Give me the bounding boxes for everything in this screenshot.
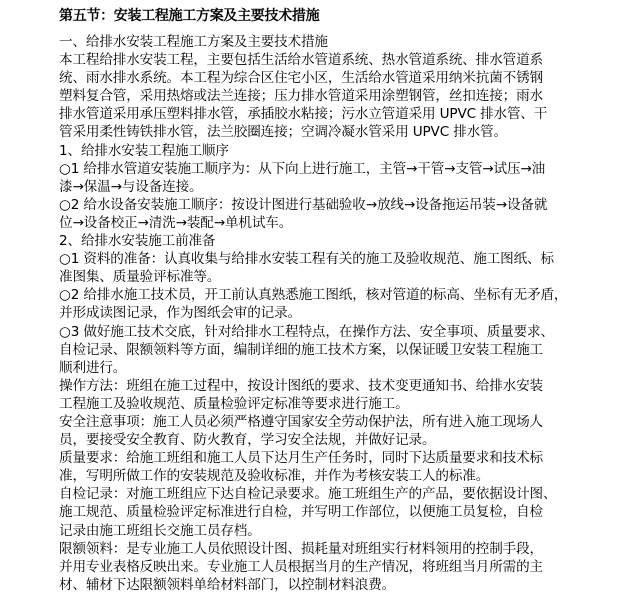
- list-item-line: 自检记录、限额领料等方面，编制详细的施工技术方案，以保证暖卫安装工程施工: [59, 341, 543, 358]
- paragraph-line: 材、辅材下达限额领料单给材料部门，以控制材料浪费。: [59, 576, 396, 593]
- document-body: [59, 6, 568, 594]
- paragraph-line: 本工程给排水安装工程，主要包括生活给水管道系统、热水管道系统、排水管道系: [59, 52, 543, 69]
- paragraph-line: 工程施工及验收规范、质量检验评定标准等要求进行施工。: [59, 395, 409, 412]
- paragraph-self-inspection: 自检记录：对施工班组应下达自检记录要求。施工班组生产的产品，要依据设计图、: [59, 486, 557, 503]
- paragraph-line: 管采用柔性铸铁排水管，法兰胶圈连接；空调冷凝水管采用 UPVC 排水管。: [59, 124, 507, 141]
- document-text: [59, 33, 568, 594]
- list-item-line: 顺利进行。: [59, 359, 127, 376]
- list-item-line: 漆→保温→与设备连接。: [59, 178, 203, 195]
- heading-water-supply-drainage: 一、给排水安装工程施工方案及主要技术措施: [59, 34, 328, 50]
- list-item-line: 位→设备校正→清洗→装配→单机试车。: [59, 214, 293, 231]
- paragraph-quality-requirements: 质量要求：给施工班组和施工人员下达月生产任务时，同时下达质量要求和技术标: [59, 450, 543, 467]
- section-title: 第五节：安装工程施工方案及主要技术措施: [59, 8, 320, 24]
- list-item-line: 准图集、质量验评标准等。: [59, 269, 221, 286]
- paragraph-line: 施工规范、质量检验评定标准进行自检，并写明工作部位，以便施工员复检，自检: [59, 504, 543, 521]
- paragraph-line: 排水管道采用承压塑料排水管，承插胶水粘接；污水立管道采用 UPVC 排水管、干: [59, 106, 548, 123]
- paragraph-safety-notes: 安全注意事项：施工人员必须严格遵守国家安全劳动保护法，所有进入施工现场人: [59, 413, 543, 430]
- paragraph-line: 准，写明所做工作的安装规范及验收标准，并作为考核安装工人的标准。: [59, 468, 490, 485]
- list-item-line: ○3 做好施工技术交底，针对给排水工程特点，在操作方法、安全事项、质量要求、: [59, 323, 554, 340]
- subheading-construction-sequence: 1、给排水安装工程施工顺序: [59, 142, 229, 159]
- list-item-line: ○1 资料的准备：认真收集与给排水安装工程有关的施工及验收规范、施工图纸、标: [59, 251, 554, 268]
- paragraph-line: 统、雨水排水系统。本工程为综合区住宅小区，生活给水管道采用纳米抗菌不锈钢: [59, 70, 543, 87]
- paragraph-line: 并用专业表格反映出来。专业施工人员根据当月的生产情况，将班组当月所需的主: [59, 558, 543, 575]
- subheading-preparation: 2、给排水安装施工前准备: [59, 233, 216, 250]
- paragraph-line: 记录由施工班组长交施工员存档。: [59, 522, 261, 539]
- paragraph-operation-method: 操作方法：班组在施工过程中，按设计图纸的要求、技术变更通知书、给排水安装: [59, 377, 543, 394]
- list-item-line: 并形成读图记录，作为图纸会审的记录。: [59, 305, 301, 322]
- paragraph-line: 员，要接受安全教育、防火教育，学习安全法规，并做好记录。: [59, 432, 436, 449]
- list-item-line: ○1 给排水管道安装施工顺序为：从下向上进行施工，主管→干管→支管→试压→油: [59, 160, 546, 177]
- paragraph-line: 塑料复合管，采用热熔或法兰连接；压力排水管道采用涂塑钢管，丝扣连接；雨水: [59, 88, 543, 105]
- list-item-line: ○2 给排水施工技术员，开工前认真熟悉施工图纸，核对管道的标高、坐标有无矛盾，: [59, 287, 568, 304]
- list-item-line: ○2 给水设备安装施工顺序：按设计图进行基础验收→放线→设备拖运吊装→设备就: [59, 196, 548, 213]
- paragraph-material-quota: 限额领料：是专业施工人员依照设计图、损耗量对班组实行材料领用的控制手段，: [59, 540, 543, 557]
